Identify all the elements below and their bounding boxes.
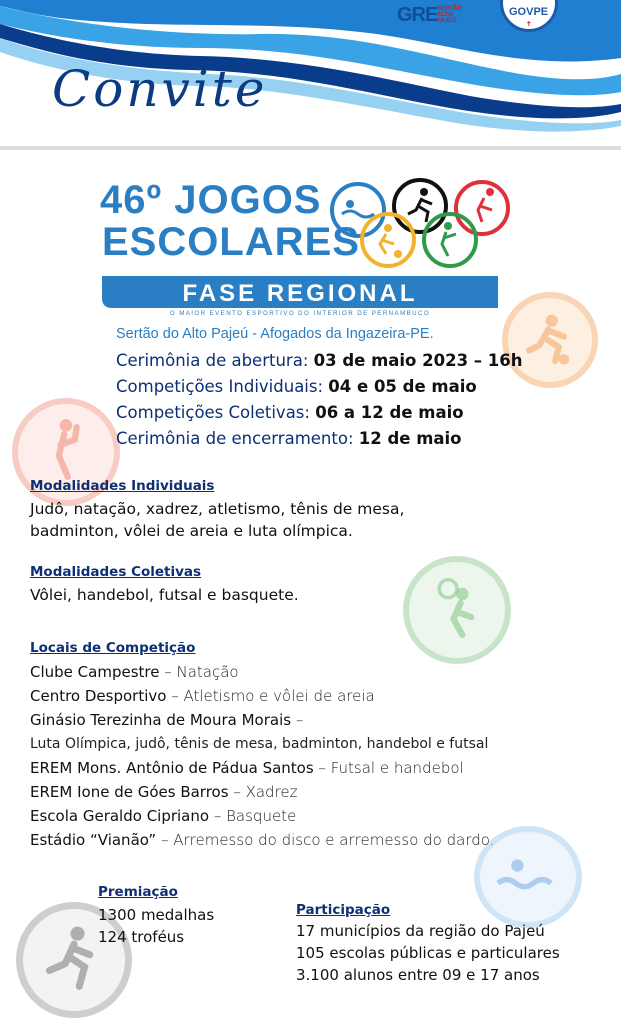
event-title-line2: ESCOLARES xyxy=(102,220,360,264)
premiacao-line: 1300 medalhas xyxy=(98,906,215,924)
gre-logo-sub: SERTÃO ALTO PAJEÚ xyxy=(437,6,463,24)
venue-list xyxy=(30,660,494,852)
participacao-list xyxy=(296,920,560,986)
coletivas-text: Vôlei, handebol, futsal e basquete. xyxy=(30,586,299,604)
event-location: Sertão do Alto Pajeú - Afogados da Ingazeira-PE. xyxy=(116,326,434,342)
soccer-icon xyxy=(380,224,402,258)
schedule-line xyxy=(116,426,596,452)
event-schedule xyxy=(116,348,596,452)
venue-name: Estádio “Vianão” xyxy=(30,831,157,849)
schedule-line xyxy=(116,374,596,400)
venue-item xyxy=(30,708,494,732)
venue-name: EREM Ione de Góes Barros xyxy=(30,783,229,801)
schedule-label: Cerimônia de abertura: xyxy=(116,351,314,370)
schedule-value: 03 de maio 2023 – 16h xyxy=(313,351,523,370)
handball-icon xyxy=(442,222,456,256)
convite-title: Convite xyxy=(52,60,268,118)
gre-logo xyxy=(385,0,475,42)
header-banner xyxy=(0,0,621,150)
schedule-line xyxy=(116,348,596,374)
schedule-label: Competições Individuais: xyxy=(116,377,329,396)
venue-sports: – Xadrez xyxy=(228,783,298,801)
participacao-line: 105 escolas públicas e particulares xyxy=(296,944,560,962)
premiacao-list xyxy=(98,904,214,948)
venue-name: Ginásio Terezinha de Moura Morais xyxy=(30,711,292,729)
venue-sports: – Natação xyxy=(159,663,239,681)
ring-green xyxy=(424,214,476,266)
locais-title: Locais de Competição xyxy=(30,640,196,656)
venue-item xyxy=(30,756,494,780)
tennis-watermark-icon xyxy=(403,556,511,664)
venue-item xyxy=(30,828,494,852)
govpe-logo xyxy=(500,0,560,34)
coletivas-title: Modalidades Coletivas xyxy=(30,564,202,580)
venue-item xyxy=(30,684,494,708)
individuais-title: Modalidades Individuais xyxy=(30,478,215,494)
premiacao-line: 124 troféus xyxy=(98,928,185,946)
header-divider xyxy=(0,146,621,150)
individuais-line: Judô, natação, xadrez, atletismo, tênis de mesa, xyxy=(30,500,405,518)
event-tagline: O MAIOR EVENTO ESPORTIVO DO INTERIOR DE PERNAMBUCO xyxy=(169,310,431,317)
cross-icon: ✝ xyxy=(526,20,532,28)
participacao-line: 17 municípios da região do Pajeú xyxy=(296,922,545,940)
schedule-label: Cerimônia de encerramento: xyxy=(116,429,359,448)
ring-yellow xyxy=(362,214,414,266)
schedule-value: 06 a 12 de maio xyxy=(315,403,464,422)
event-title-line1: 46º JOGOS xyxy=(100,178,322,222)
venue-name: Clube Campestre xyxy=(30,663,160,681)
ring-blue xyxy=(332,184,384,236)
schedule-value: 12 de maio xyxy=(358,429,462,448)
olympic-rings-logo xyxy=(328,178,512,270)
swimming-icon xyxy=(342,200,374,217)
participacao-line: 3.100 alunos entre 09 e 17 anos xyxy=(296,966,540,984)
gre-logo-word: GRE xyxy=(397,4,438,26)
venue-sports: – Futsal e handebol xyxy=(313,759,464,777)
running-icon xyxy=(408,188,432,222)
venue-name: Escola Geraldo Cipriano xyxy=(30,807,210,825)
venue-name: EREM Mons. Antônio de Pádua Santos xyxy=(30,759,314,777)
individuais-list xyxy=(30,498,404,542)
schedule-line xyxy=(116,400,596,426)
schedule-label: Competições Coletivas: xyxy=(116,403,316,422)
venue-name: Centro Desportivo xyxy=(30,687,167,705)
phase-title: FASE REGIONAL xyxy=(182,280,418,307)
venue-sports: – Arremesso do disco e arremesso do dardo. xyxy=(156,831,495,849)
individuais-line: badminton, vôlei de areia e luta olímpica. xyxy=(30,522,353,540)
premiacao-title: Premiação xyxy=(98,884,178,900)
venue-item xyxy=(30,660,494,684)
volleyball-icon xyxy=(478,188,494,222)
venue-sports: – xyxy=(291,711,304,729)
venue-sports: – Atletismo e vôlei de areia xyxy=(166,687,375,705)
venue-item xyxy=(30,804,494,828)
participacao-title: Participação xyxy=(296,902,391,918)
govpe-logo-word: GOVPE xyxy=(509,6,549,18)
tennis-player-icon xyxy=(409,562,505,658)
venue-sports: Luta Olímpica, judô, tênis de mesa, badminton, handebol e futsal xyxy=(30,736,489,752)
venue-item xyxy=(30,780,494,804)
venue-sports: – Basquete xyxy=(209,807,297,825)
schedule-value: 04 e 05 de maio xyxy=(328,377,477,396)
venue-item xyxy=(30,732,494,756)
